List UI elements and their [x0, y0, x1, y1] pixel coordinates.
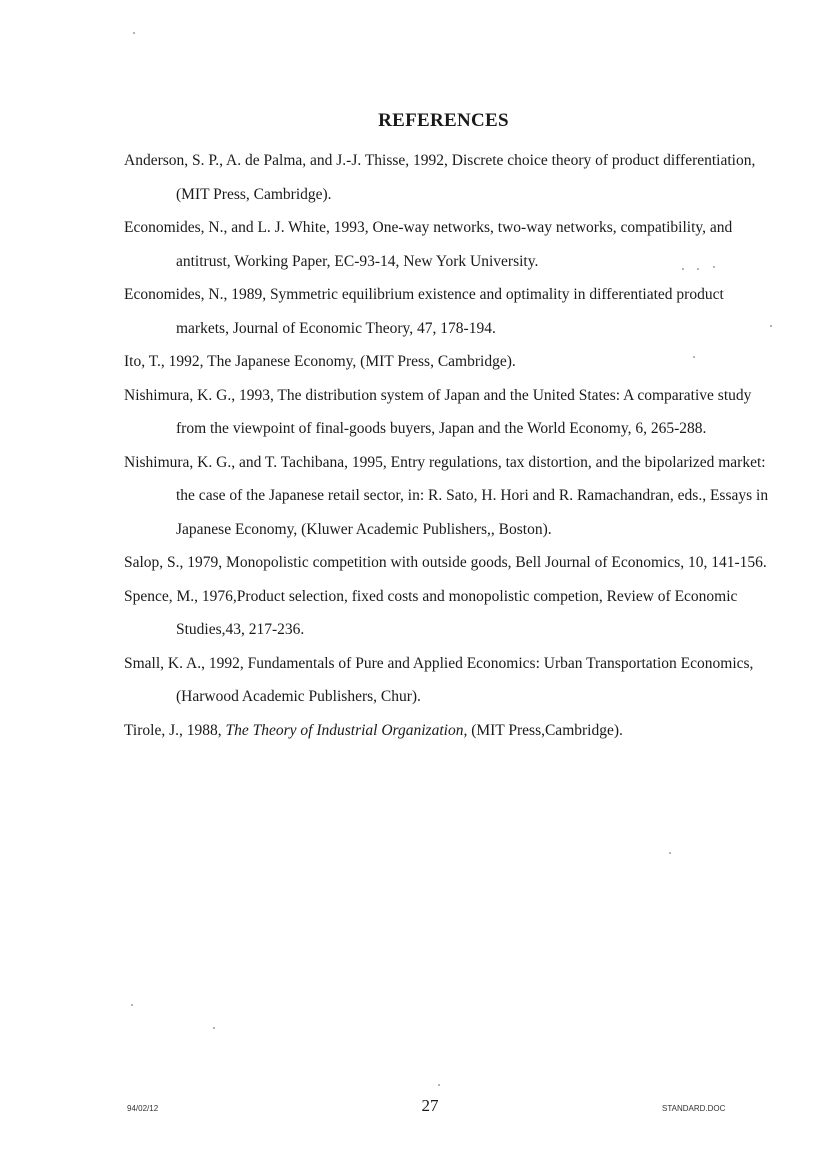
reference-list	[124, 144, 774, 747]
reference-item: Nishimura, K. G., 1993, The distribution system of Japan and the United States: A comparative study from the viewpoint of final-goods buyers, Japan and the World Economy, 6, 265-288.	[124, 386, 752, 437]
reference-item	[124, 714, 774, 748]
reference-item: Small, K. A., 1992, Fundamentals of Pure and Applied Economics: Urban Transportation Economics, (Harwood Academic Publishers, Chur).	[124, 654, 754, 705]
reference-item: Nishimura, K. G., and T. Tachibana, 1995, Entry regulations, tax distortion, and the bipolarized market: the case of the Japanese retail sector, in: R. Sato, H. Hori and R. Ramachandran, eds., Essays in Japanese Economy, (Kluwer Academic Publishers,, Boston).	[124, 453, 769, 538]
reference-item: Ito, T., 1992, The Japanese Economy, (MIT Press, Cambridge).	[124, 353, 516, 370]
footer-date: 94/02/12	[127, 1104, 159, 1113]
reference-author-year: Tirole, J., 1988,	[124, 721, 226, 739]
reference-item: Anderson, S. P., A. de Palma, and J.-J. Thisse, 1992, Discrete choice theory of product differentiation, (MIT Press, Cambridge).	[124, 152, 756, 203]
scan-speck	[438, 1084, 440, 1086]
scan-speck	[713, 266, 715, 268]
scan-speck	[682, 268, 684, 270]
scan-speck	[693, 356, 695, 358]
scan-speck	[131, 1004, 133, 1006]
reference-item: Salop, S., 1979, Monopolistic competition with outside goods, Bell Journal of Economics, 10, 141-156.	[124, 554, 767, 571]
page-title: REFERENCES	[378, 110, 509, 131]
page-number: 27	[421, 1096, 439, 1115]
scan-speck	[697, 268, 699, 270]
footer-filename: STANDARD.DOC	[662, 1104, 726, 1113]
scan-speck	[770, 325, 772, 327]
reference-item: Economides, N., 1989, Symmetric equilibrium existence and optimality in differentiated product markets, Journal of Economic Theory, 47, 178-194.	[124, 286, 724, 337]
scan-speck	[213, 1027, 215, 1029]
reference-item: Economides, N., and L. J. White, 1993, One-way networks, two-way networks, compatibility, and antitrust, Working Paper, EC-93-14, New York University.	[124, 219, 733, 270]
scan-speck	[669, 852, 671, 854]
reference-item: Spence, M., 1976,Product selection, fixed costs and monopolistic competion, Review of Economic Studies,43, 217-236.	[124, 587, 738, 638]
scan-speck	[133, 32, 135, 34]
reference-publisher: (MIT Press,Cambridge).	[467, 721, 623, 739]
reference-book-title: The Theory of Industrial Organization,	[225, 721, 468, 739]
